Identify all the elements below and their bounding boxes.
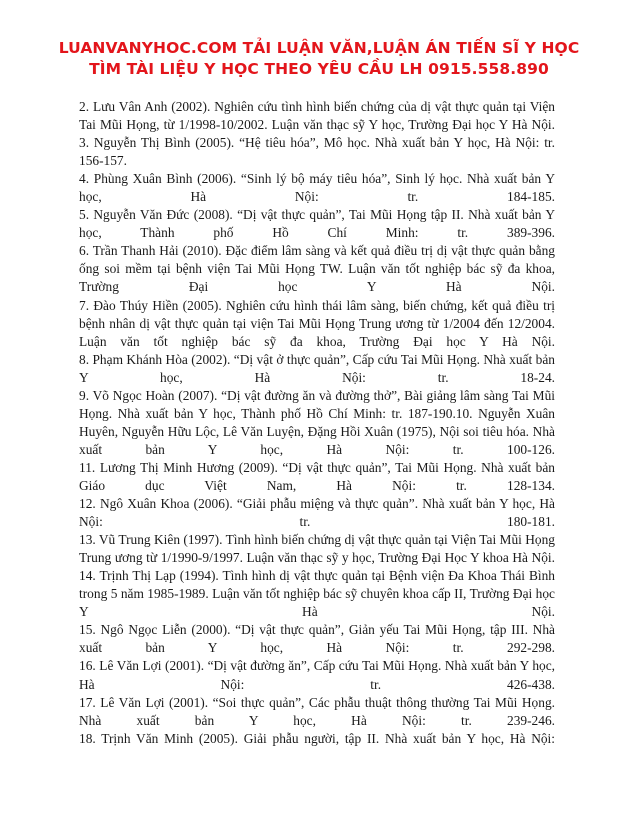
reference-item: 8. Phạm Khánh Hòa (2002). “Dị vật ở thực quản”, Cấp cứu Tai Mũi Họng. Nhà xuất bản Y học, Hà Nội: tr. 18-24. — [79, 351, 555, 385]
reference-item: 6. Trần Thanh Hải (2010). Đặc điểm lâm sàng và kết quả điều trị dị vật thực quản bằng ống soi mềm tại bệnh viện Tai Mũi Họng TW. Luận văn tốt nghiệp bác sỹ đa khoa, Trường Đại học Y Hà Nội. — [79, 243, 555, 295]
reference-item: 17. Lê Văn Lợi (2001). “Soi thực quản”, Các phẫu thuật thông thường Tai Mũi Họng. Nhà xuất bản Y học, Hà Nội: tr. 239-246. — [79, 694, 555, 728]
reference-item: 11. Lương Thị Minh Hương (2009). “Dị vật thực quản”, Tai Mũi Họng. Nhà xuất bản Giáo dục Việt Nam, Hà Nội: tr. 128-134. — [79, 459, 555, 493]
reference-item: 2. Lưu Vân Anh (2002). Nghiên cứu tình hình biến chứng của dị vật thực quản tại Viện Tai Mũi Họng, từ 1/1998-10/2002. Luận văn thạc sỹ Y học, Trường Đại học Y Hà Nội. — [79, 99, 555, 133]
banner-line-2: TÌM TÀI LIỆU Y HỌC THEO YÊU CẦU LH 0915.558.890 — [89, 60, 549, 78]
banner-line-1: LUANVANYHOC.COM TẢI LUẬN VĂN,LUẬN ÁN TIẾN SĨ Y HỌC — [58, 39, 580, 57]
site-banner — [40, 38, 598, 80]
reference-item: 15. Ngô Ngọc Liễn (2000). “Dị vật thực quản”, Giản yếu Tai Mũi Họng, tập III. Nhà xuất bản Y học, Hà Nội: tr. 292-298. — [79, 622, 555, 656]
reference-item: 7. Đào Thúy Hiền (2005). Nghiên cứu hình thái lâm sàng, biến chứng, kết quả điều trị bệnh nhân dị vật thực quản tại viện Tai Mũi Họng Trung ương từ 1/2004 đến 12/2004. Luận văn tốt nghiệp bác sỹ đa khoa, Trường Đại học Y Hà Nội. — [79, 297, 555, 349]
reference-item: 3. Nguyễn Thị Bình (2005). “Hệ tiêu hóa”, Mô học. Nhà xuất bản Y học, Hà Nội: tr. 156-157. — [79, 135, 555, 169]
reference-item: 9. Võ Ngọc Hoàn (2007). “Dị vật đường ăn và đường thở”, Bài giảng lâm sàng Tai Mũi Họng. Nhà xuất bản Y học, Thành phố Hồ Chí Minh: tr. 187-190.10. Nguyễn Xuân Huyên, Nguyễn Hữu Lộc, Lê Văn Luyện, Đặng Hồi Xuân (1975), Nội soi tiêu hóa. Nhà xuất bản Y học, Hà Nội: tr. 100-126. — [79, 387, 555, 457]
reference-item: 16. Lê Văn Lợi (2001). “Dị vật đường ăn”, Cấp cứu Tai Mũi Họng. Nhà xuất bản Y học, Hà Nội: tr. 426-438. — [79, 658, 555, 692]
reference-item: 12. Ngô Xuân Khoa (2006). “Giải phẫu miệng và thực quản”. Nhà xuất bản Y học, Hà Nội: tr. 180-181. — [79, 496, 555, 530]
reference-item: 5. Nguyễn Văn Đức (2008). “Dị vật thực quản”, Tai Mũi Họng tập II. Nhà xuất bản Y học, Thành phố Hồ Chí Minh: tr. 389-396. — [79, 207, 555, 241]
reference-item: 18. Trịnh Văn Minh (2005). Giải phẫu người, tập II. Nhà xuất bản Y học, Hà Nội: — [79, 730, 555, 746]
reference-item: 14. Trịnh Thị Lạp (1994). Tình hình dị vật thực quản tại Bệnh viện Đa Khoa Thái Bình trong 5 năm 1985-1989. Luận văn tốt nghiệp bác sỹ chuyên khoa cấp II, Trường Đại học Y Hà Nội. — [79, 568, 555, 620]
reference-list — [79, 98, 555, 748]
reference-item: 13. Vũ Trung Kiên (1997). Tình hình biến chứng dị vật thực quản tại Viện Tai Mũi Họng Trung ương từ 1/1990-9/1997. Luận văn thạc sỹ y học, Trường Đại Học Y khoa Hà Nội. — [79, 532, 555, 566]
reference-item: 4. Phùng Xuân Bình (2006). “Sinh lý bộ máy tiêu hóa”, Sinh lý học. Nhà xuất bản Y học, Hà Nội: tr. 184-185. — [79, 171, 555, 205]
